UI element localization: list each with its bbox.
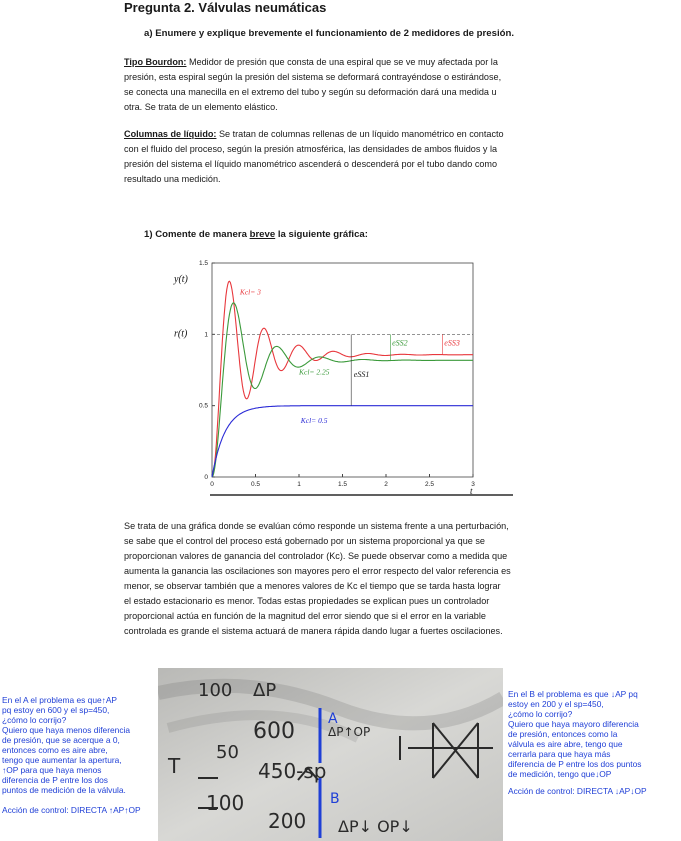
answer-line: aumenta la ganancia las oscilaciones son mayores pero el error respecto del valor referencia es [124, 566, 511, 576]
y-tick-label: 1 [204, 331, 208, 339]
x-axis-label: t [470, 486, 473, 496]
photo-drawing [158, 668, 503, 841]
y-tick-label: 0.5 [198, 402, 208, 410]
page-title: Pregunta 2. Válvulas neumáticas [124, 0, 327, 15]
svg-text:ΔP: ΔP [253, 680, 277, 701]
columnas-line: Se tratan de columnas rellenas de un líquido manométrico en contacto [216, 129, 504, 139]
series-label: Kcl= 3 [239, 287, 261, 297]
answer-line: menor, se observar también que a menores valores de Kc el tiempo que se tarda hasta lograr [124, 581, 501, 591]
reference-label: r(t) [174, 328, 188, 340]
error-label: eSS3 [444, 338, 460, 348]
y-tick-label: 0 [204, 474, 208, 481]
answer-paragraph [124, 519, 574, 639]
arrow-down-icon: ↓ [614, 786, 620, 796]
right-note: En el B el problema es que ↓AP pq estoy en 200 y el sp=450, ¿cómo lo corrijo? Quiero que haya mayoro diferencia de presión, entonces como la válvula es aire abre, tengo que cerrarla para que haya más diferencia de P entre los dos puntos de medición, tengo que↓OP Acción de control: DIRECTA ↓AP↓OP [508, 689, 647, 796]
arrow-up-icon: ↑ [124, 805, 129, 815]
bourdon-line: presión, esta espiral según la presión del sistema se deformará contrayéndose o estirándose, [124, 72, 502, 82]
question-a: a) Enumere y explique brevemente el funcionamiento de 2 medidores de presión. [144, 28, 514, 39]
arrow-up-icon: ↑ [108, 805, 114, 815]
x-tick-label: 1 [297, 481, 301, 488]
answer-line: Se trata de una gráfica donde se evalúan cómo responde un sistema frente a una perturbación, [124, 521, 509, 531]
svg-text:450-sp: 450-sp [258, 759, 327, 783]
arrow-down-icon: ↓ [595, 769, 600, 779]
svg-text:200: 200 [268, 809, 307, 833]
svg-text:100: 100 [198, 680, 233, 701]
bourdon-line: otra. Se trata de un elemento elástico. [124, 102, 278, 112]
x-tick-label: 2.5 [424, 481, 435, 488]
svg-text:A: A [328, 711, 338, 727]
handwritten-photo [158, 668, 503, 841]
bourdon-line: se conecta una manecilla en el extremo del tubo y según su deformación dará una medida u [124, 87, 497, 97]
bourdon-label: Tipo Bourdon: [124, 57, 187, 67]
answer-line: proporcional actúa en función de la magnitud del error siendo que si el error en la variable [124, 611, 486, 621]
columnas-line: presión del sistema el líquido manométrico ascenderá o descenderá por el tubo dando como [124, 159, 498, 169]
x-tick-label: 0.5 [250, 481, 261, 488]
arrow-up-icon: ↑ [2, 765, 7, 775]
x-tick-label: 0 [210, 481, 214, 488]
series-label: Kcl= 0.5 [300, 415, 328, 425]
series-label: Kcl= 2.25 [299, 367, 330, 377]
x-tick-label: 1.5 [337, 481, 348, 488]
answer-line: se sabe que el control del proceso está gobernado por un sistema proporcional ya que se [124, 536, 485, 546]
x-tick-label: 3 [471, 481, 475, 488]
arrow-up-icon: ↑ [101, 695, 106, 705]
step-response-chart [168, 250, 513, 500]
columnas-paragraph [124, 127, 569, 187]
x-tick-label: 2 [384, 481, 388, 488]
svg-text:ΔP↓ OP↓: ΔP↓ OP↓ [338, 817, 413, 836]
arrow-down-icon: ↓ [610, 689, 616, 699]
svg-text:50: 50 [216, 742, 239, 763]
columnas-line: con el fluido del proceso, según la presión atmosférica, las densidades de ambos fluidos y la [124, 144, 498, 154]
y-tick-label: 1.5 [198, 260, 208, 267]
answer-line: controlada es grande el sistema actuará de manera rápida dando lugar a fuertes oscilaciones. [124, 626, 503, 636]
answer-line: el estado estacionario es menor. Todas estas propiedades se explican pues un controlador [124, 596, 490, 606]
svg-text:ΔP↑OP: ΔP↑OP [328, 725, 371, 739]
columnas-line: resultado una medición. [124, 174, 221, 184]
svg-text:100: 100 [206, 791, 245, 815]
svg-text:B: B [330, 791, 340, 807]
bourdon-paragraph [124, 55, 569, 115]
bourdon-line: Medidor de presión que consta de una espiral que se ve muy afectada por la [186, 57, 498, 67]
question-1: 1) Comente de manera breve la siguiente gráfica: [144, 229, 368, 240]
arrow-down-icon: ↓ [630, 786, 635, 796]
error-label: eSS2 [392, 338, 408, 348]
left-note: En el A el problema es que↑AP pq estoy en 600 y el sp=450, ¿cómo lo corrijo? Quiero que haya menos diferencia de presión, que se acerque a 0, entonces como es aire abre, tengo que aumentar la apertura, ↑OP para que haya menos diferencia de P entre los dos puntos de medición de la válvula. Acción de control: DIRECTA ↑AP↑OP [2, 695, 141, 815]
columnas-label: Columnas de líquido: [124, 129, 217, 139]
error-label: eSS1 [353, 370, 370, 380]
answer-line: proporcionan valores de ganancia del controlador (Kc). Se puede observar como a medida que [124, 551, 508, 561]
y-axis-label: y(t) [174, 274, 188, 285]
svg-text:T: T [168, 754, 181, 778]
svg-text:600: 600 [253, 719, 295, 744]
